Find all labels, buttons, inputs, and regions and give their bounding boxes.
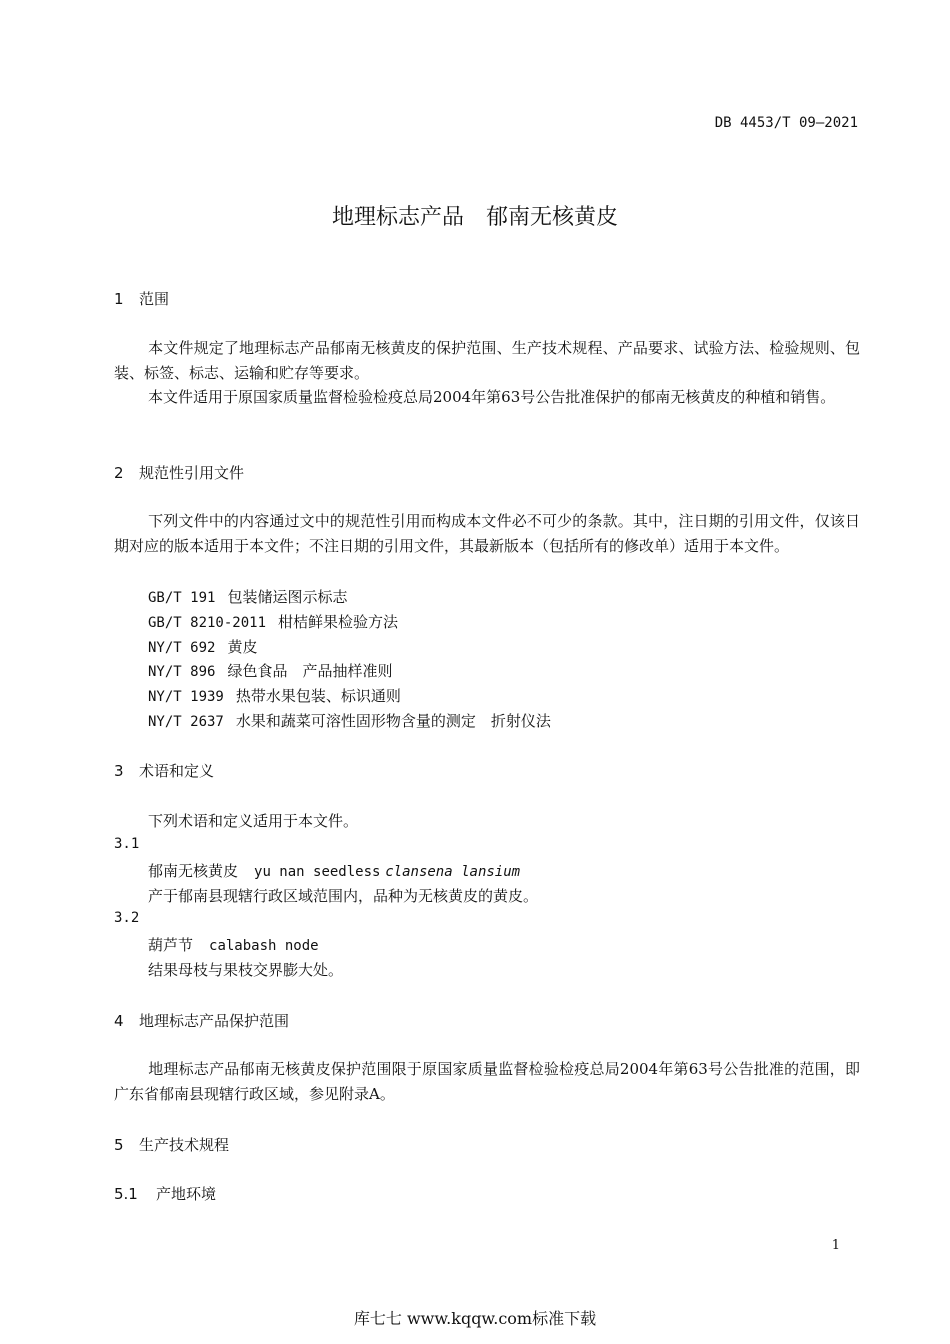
section-3-intro: 下列术语和定义适用于本文件。 bbox=[148, 812, 359, 830]
term-entry bbox=[148, 860, 520, 881]
section-2-paragraph-1 bbox=[114, 509, 860, 559]
page-number: 1 bbox=[831, 1238, 840, 1253]
paragraph-text: 本文件规定了地理标志产品郁南无核黄皮的保护范围、生产技术规程、产品要求、试验方法、检验规则、包装、标签、标志、运输和贮存等要求。 bbox=[114, 339, 860, 382]
reference-code: NY/T 692 bbox=[148, 640, 216, 656]
reference-title: 热带水果包装、标识通则 bbox=[235, 687, 401, 705]
normative-reference bbox=[148, 611, 398, 632]
section-title: 规范性引用文件 bbox=[139, 464, 245, 482]
section-1-heading bbox=[114, 288, 169, 309]
term-english: yu nan seedless bbox=[254, 864, 381, 880]
section-title: 术语和定义 bbox=[139, 762, 215, 780]
normative-reference bbox=[148, 710, 551, 731]
reference-code: NY/T 896 bbox=[148, 664, 216, 680]
section-1-paragraph-2 bbox=[114, 385, 860, 410]
reference-title: 黄皮 bbox=[227, 638, 258, 656]
term-entry bbox=[148, 934, 319, 955]
term-definition: 产于郁南县现辖行政区域范围内，品种为无核黄皮的黄皮。 bbox=[148, 887, 539, 905]
section-3-heading bbox=[114, 760, 214, 781]
document-title: 地理标志产品 郁南无核黄皮 bbox=[331, 205, 618, 230]
section-number: 1 bbox=[114, 290, 124, 308]
reference-code: NY/T 2637 bbox=[148, 714, 224, 730]
document-number: DB 4453/T 09—2021 bbox=[714, 115, 858, 131]
subsection-number: 5.1 bbox=[114, 1185, 138, 1203]
reference-title: 水果和蔬菜可溶性固形物含量的测定 折射仪法 bbox=[235, 712, 551, 730]
paragraph-text: 下列文件中的内容通过文中的规范性引用而构成本文件必不可少的条款。其中，注日期的引用文件，仅该日期对应的版本适用于本文件；不注日期的引用文件，其最新版本（包括所有的修改单）适用于本文件。 bbox=[114, 512, 860, 555]
normative-reference bbox=[148, 685, 401, 706]
subsection-5-1-heading bbox=[114, 1183, 216, 1204]
normative-reference bbox=[148, 636, 257, 657]
term-chinese: 郁南无核黄皮 bbox=[148, 862, 239, 880]
section-title: 范围 bbox=[139, 290, 170, 308]
footer-watermark: 库七七 www.kqqw.com标准下载 bbox=[353, 1309, 597, 1328]
paragraph-text: 本文件适用于原国家质量监督检验检疫总局2004年第63号公告批准保护的郁南无核黄皮的种植和销售。 bbox=[148, 388, 836, 406]
reference-code: GB/T 191 bbox=[148, 590, 216, 606]
reference-title: 柑桔鲜果检验方法 bbox=[278, 613, 399, 631]
section-number: 4 bbox=[114, 1012, 124, 1030]
section-4-heading bbox=[114, 1010, 289, 1031]
section-5-heading bbox=[114, 1134, 229, 1155]
reference-title: 包装储运图示标志 bbox=[227, 588, 348, 606]
normative-reference bbox=[148, 660, 392, 681]
term-latin: clansena lansium bbox=[385, 864, 521, 880]
section-number: 2 bbox=[114, 464, 124, 482]
term-english: calabash node bbox=[209, 938, 319, 954]
section-title: 地理标志产品保护范围 bbox=[139, 1012, 290, 1030]
reference-title: 绿色食品 产品抽样准则 bbox=[227, 662, 393, 680]
section-2-heading bbox=[114, 462, 244, 483]
clause-number: 3.1 bbox=[114, 836, 140, 852]
section-1-paragraph-1 bbox=[114, 336, 860, 386]
section-4-paragraph-1 bbox=[114, 1057, 860, 1107]
reference-code: NY/T 1939 bbox=[148, 689, 224, 705]
clause-number: 3.2 bbox=[114, 910, 140, 926]
term-definition: 结果母枝与果枝交界膨大处。 bbox=[148, 961, 344, 979]
normative-reference bbox=[148, 586, 347, 607]
section-number: 5 bbox=[114, 1136, 124, 1154]
term-chinese: 葫芦节 bbox=[148, 936, 194, 954]
subsection-title: 产地环境 bbox=[156, 1185, 217, 1203]
section-title: 生产技术规程 bbox=[139, 1136, 230, 1154]
paragraph-text: 地理标志产品郁南无核黄皮保护范围限于原国家质量监督检验检疫总局2004年第63号公告批准的范围，即广东省郁南县现辖行政区域，参见附录A。 bbox=[114, 1060, 860, 1103]
reference-code: GB/T 8210-2011 bbox=[148, 615, 267, 631]
section-number: 3 bbox=[114, 762, 124, 780]
